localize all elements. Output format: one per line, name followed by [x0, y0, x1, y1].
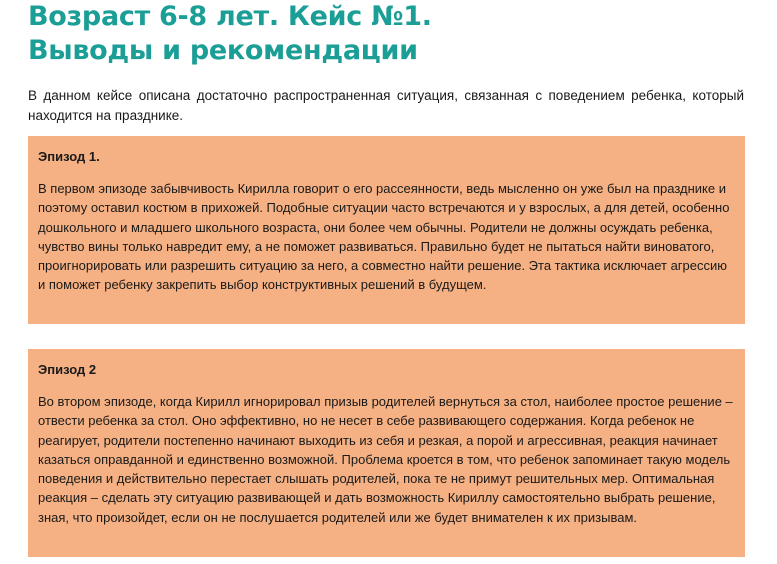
episode-1-heading: Эпизод 1. — [38, 149, 100, 164]
page-title-line-1: Возраст 6-8 лет. Кейс №1. — [28, 1, 432, 32]
episode-1-text: В первом эпизоде забывчивость Кирилла говорит о его рассеянности, ведь мысленно он уже был на празднике и поэтому оставил костюм в прихожей. Подобные ситуации часто встречаются и у взрослых, а для детей, особенно дошкольного и младшего школьного возраста, они более чем обычны. Родители не должны осуждать ребенка, чувство вины только навредит ему, а не поможет развиваться. Правильно будет не пытаться найти виноватого, проигнорировать или разрешить ситуацию за него, а совместно найти решение. Эта тактика исключает агрессию и поможет ребенку закрепить выбор конструктивных решений в будущем. — [38, 181, 730, 293]
episode-1-box — [28, 136, 745, 324]
episode-2-text: Во втором эпизоде, когда Кирилл игнорировал призыв родителей вернуться за стол, наиболее простое решение – отвести ребенка за стол. Оно эффективно, но не несет в себе развивающего содержания. Когда ребенок не реагирует, родители постепенно начинают выходить из себя и резкая, а порой и агрессивная, реакция начинает казаться оправданной и единственно возможной. Проблема кроется в том, что ребенок запоминает такую модель поведения и действительно перестает слышать родителей, пока те не примут решительных мер. Оптимальная реакция – сделать эту ситуацию развивающей и дать возможность Кириллу самостоятельно выбрать решение, зная, что произойдет, если он не послушается родителей или же будет внимателен к их призывам. — [38, 394, 733, 525]
page-title — [28, 0, 768, 68]
episode-2-box — [28, 349, 745, 557]
page-title-line-2: Выводы и рекомендации — [28, 35, 418, 66]
episode-2-heading: Эпизод 2 — [38, 362, 97, 377]
intro-paragraph: В данном кейсе описана достаточно распространенная ситуация, связанная с поведением ребенка, который находится на празднике. — [28, 88, 744, 123]
